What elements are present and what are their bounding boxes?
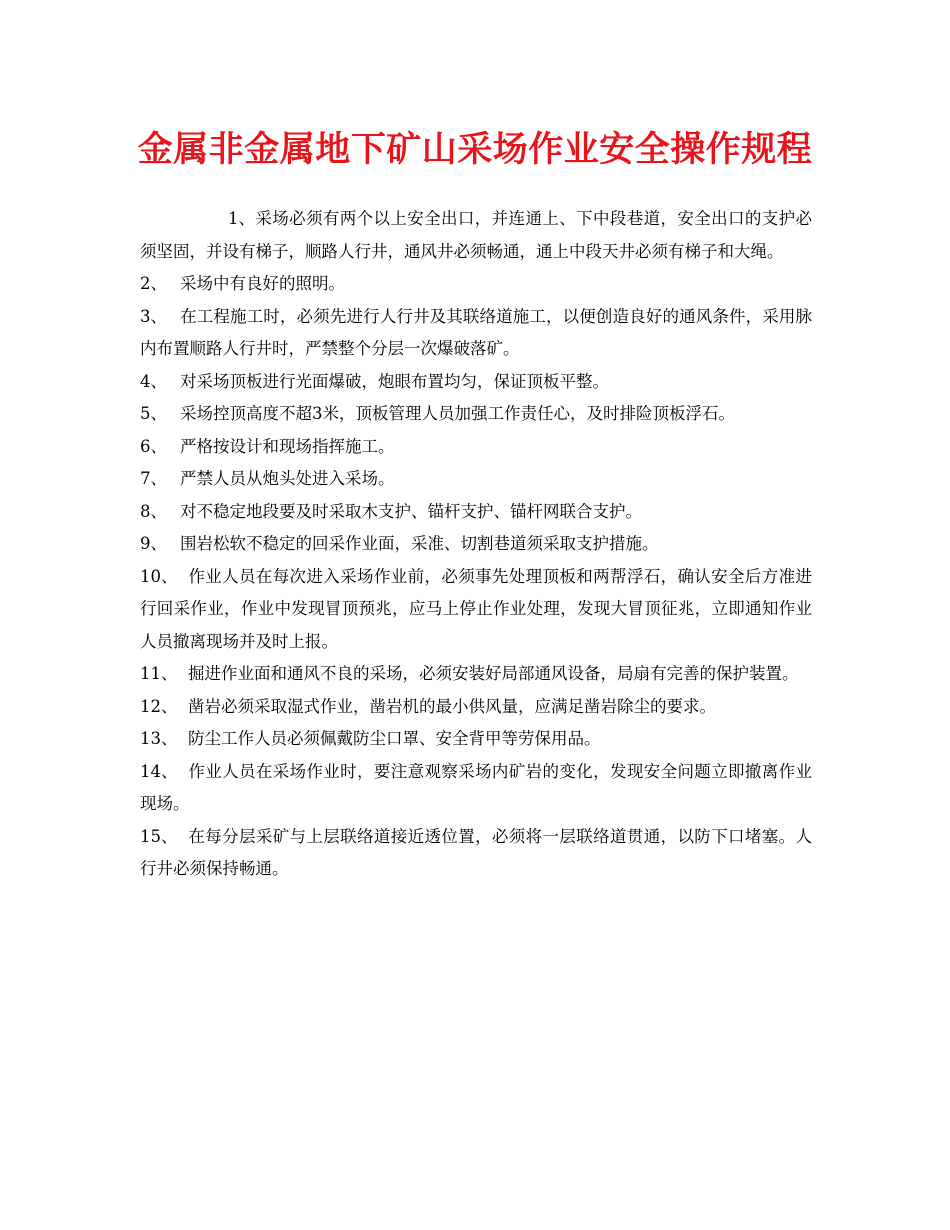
list-item bbox=[140, 821, 812, 886]
item-number: 8、 bbox=[140, 501, 167, 521]
list-item bbox=[140, 756, 812, 821]
item-number: 3、 bbox=[140, 306, 167, 326]
list-item bbox=[140, 398, 812, 431]
item-text: 对不稳定地段要及时采取木支护、锚杆支护、锚杆网联合支护。 bbox=[180, 501, 642, 521]
list-item bbox=[140, 463, 812, 496]
item-number: 13、 bbox=[140, 729, 178, 748]
item-text: 在每分层采矿与上层联络道接近透位置，必须将一层联络道贯通，以防下口堵塞。人行井必须保持畅通。 bbox=[140, 826, 812, 878]
item-number: 9、 bbox=[140, 534, 167, 553]
list-item bbox=[140, 366, 812, 399]
list-item bbox=[140, 528, 812, 561]
item-text: 采场必须有两个以上安全出口，并连通上、下中段巷道，安全出口的支护必须坚固，并设有梯子，顺路人行井，通风井必须畅通，通上中段天井必须有梯子和大绳。 bbox=[140, 209, 812, 261]
item-text: 防尘工作人员必须佩戴防尘口罩、安全背甲等劳保用品。 bbox=[188, 729, 601, 748]
item-number: 14、 bbox=[140, 761, 178, 781]
item-text: 严格按设计和现场指挥施工。 bbox=[180, 436, 395, 456]
item-number: 15、 bbox=[140, 826, 178, 846]
list-item bbox=[140, 723, 812, 756]
list-item bbox=[140, 203, 812, 268]
item-number: 10、 bbox=[140, 566, 178, 586]
item-text: 围岩松软不稳定的回采作业面，采准、切割巷道须采取支护措施。 bbox=[180, 534, 659, 553]
list-item bbox=[140, 268, 812, 301]
item-text: 在工程施工时，必须先进行人行井及其联络道施工，以便创造良好的通风条件，采用脉内布置顺路人行井时，严禁整个分层一次爆破落矿。 bbox=[140, 306, 812, 358]
document-body bbox=[140, 203, 812, 886]
list-item bbox=[140, 301, 812, 366]
document-title: 金属非金属地下矿山采场作业安全操作规程 bbox=[137, 129, 813, 170]
item-text: 采场中有良好的照明。 bbox=[180, 274, 345, 293]
item-number: 12、 bbox=[140, 696, 178, 716]
item-number: 4、 bbox=[140, 371, 167, 391]
item-number: 7、 bbox=[140, 469, 167, 488]
item-text: 对采场顶板进行光面爆破，炮眼布置均匀，保证顶板平整。 bbox=[180, 371, 609, 391]
item-number: 11、 bbox=[140, 664, 178, 683]
item-number: 1、 bbox=[228, 209, 255, 228]
item-text: 作业人员在采场作业时，要注意观察采场内矿岩的变化，发现安全问题立即撤离作业现场。 bbox=[140, 761, 812, 813]
item-text: 采场控顶高度不超3米，顶板管理人员加强工作责任心，及时排险顶板浮石。 bbox=[180, 404, 735, 423]
list-item bbox=[140, 561, 812, 659]
item-text: 严禁人员从炮头处进入采场。 bbox=[180, 469, 395, 488]
list-item bbox=[140, 658, 812, 691]
list-item bbox=[140, 496, 812, 529]
list-item bbox=[140, 691, 812, 724]
list-item bbox=[140, 431, 812, 464]
item-number: 2、 bbox=[140, 274, 167, 293]
item-text: 掘进作业面和通风不良的采场，必须安装好局部通风设备，局扇有完善的保护装置。 bbox=[188, 664, 799, 683]
item-text: 作业人员在每次进入采场作业前，必须事先处理顶板和两帮浮石，确认安全后方准进行回采作业，作业中发现冒顶预兆，应马上停止作业处理，发现大冒顶征兆，立即通知作业人员撤离现场并及时上报。 bbox=[140, 566, 812, 651]
item-number: 5、 bbox=[140, 404, 167, 423]
item-text: 凿岩必须采取湿式作业，凿岩机的最小供风量，应满足凿岩除尘的要求。 bbox=[188, 696, 716, 716]
item-number: 6、 bbox=[140, 436, 167, 456]
